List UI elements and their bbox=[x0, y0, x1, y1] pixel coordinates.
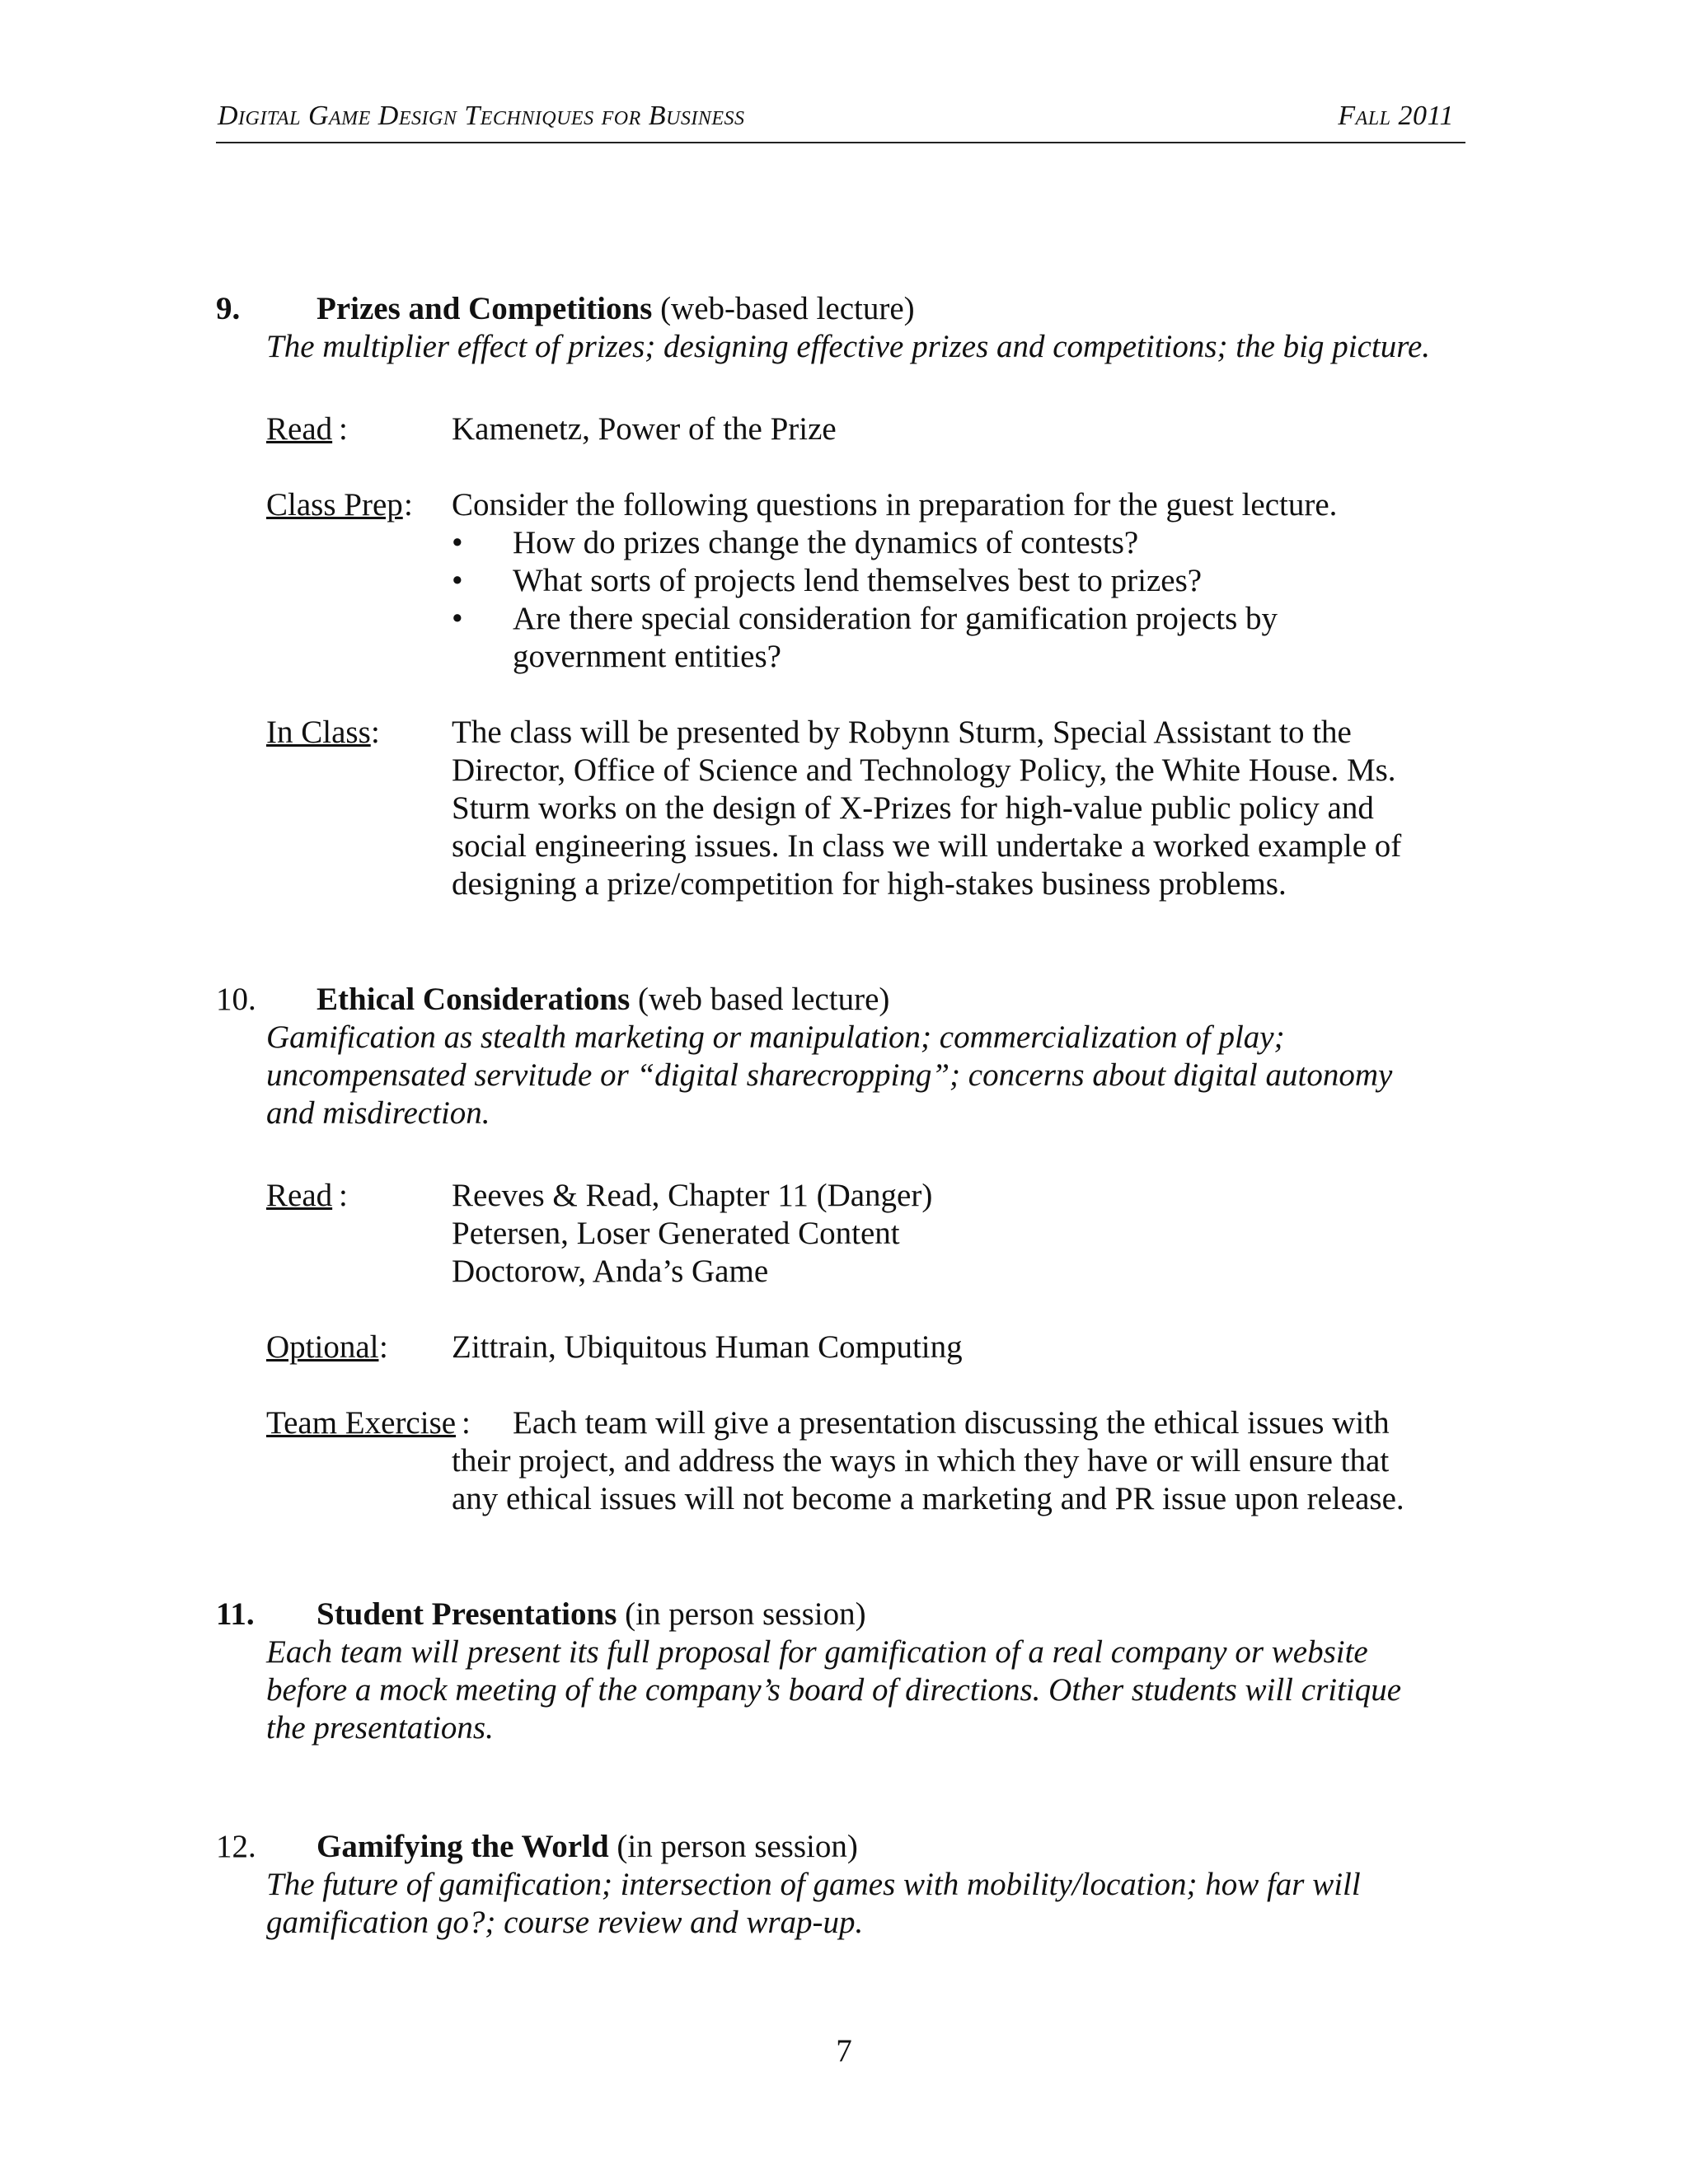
team-exercise-line: any ethical issues will not become a marketing and PR issue upon release. bbox=[452, 1481, 1404, 1516]
label-colon: : bbox=[339, 411, 348, 447]
section-title: Gamifying the World bbox=[316, 1829, 609, 1864]
read-label: Read bbox=[266, 1178, 333, 1213]
in-class-label: In Class bbox=[266, 715, 371, 750]
label-colon: : bbox=[339, 1178, 348, 1213]
team-exercise-line: their project, and address the ways in which they have or will ensure that bbox=[452, 1443, 1390, 1479]
reading-item: Doctorow, Anda’s Game bbox=[452, 1254, 769, 1289]
section-description-line: the presentations. bbox=[266, 1710, 494, 1746]
section-heading bbox=[316, 1596, 866, 1633]
section-format: (web based lecture) bbox=[638, 982, 890, 1017]
section-description: The multiplier effect of prizes; designing effective prizes and competitions; the big picture. bbox=[266, 329, 1431, 364]
section-description-line: and misdirection. bbox=[266, 1095, 490, 1131]
term: Fall 2011 bbox=[1338, 101, 1454, 131]
section-heading bbox=[316, 1828, 858, 1866]
optional-reading-item: Zittrain, Ubiquitous Human Computing bbox=[452, 1329, 963, 1365]
section-title: Prizes and Competitions bbox=[316, 291, 653, 326]
section-format: (web-based lecture) bbox=[660, 291, 915, 326]
label-colon: : bbox=[379, 1329, 388, 1365]
bullet: • bbox=[452, 525, 463, 560]
section-number: 11. bbox=[216, 1596, 255, 1632]
in-class-line: Sturm works on the design of X-Prizes for high-value public policy and bbox=[452, 790, 1374, 826]
section-format: (in person session) bbox=[625, 1596, 866, 1632]
in-class-line: Director, Office of Science and Technology Policy, the White House. Ms. bbox=[452, 752, 1396, 788]
section-description-line: Gamification as stealth marketing or manipulation; commercialization of play; bbox=[266, 1019, 1285, 1055]
in-class-line: The class will be presented by Robynn Sturm, Special Assistant to the bbox=[452, 715, 1352, 750]
section-heading bbox=[316, 981, 889, 1019]
team-exercise-line: Each team will give a presentation discussing the ethical issues with bbox=[513, 1405, 1390, 1441]
section-number: 9. bbox=[216, 291, 241, 326]
reading-item: Petersen, Loser Generated Content bbox=[452, 1216, 900, 1251]
section-description-line: before a mock meeting of the company’s board of directions. Other students will critique bbox=[266, 1672, 1402, 1708]
section-number: 10. bbox=[216, 982, 256, 1017]
section-title: Student Presentations bbox=[316, 1596, 617, 1632]
section-title: Ethical Considerations bbox=[316, 982, 631, 1017]
section-description-line: uncompensated servitude or “digital sharecropping”; concerns about digital autonomy bbox=[266, 1057, 1393, 1093]
running-header bbox=[216, 101, 1465, 143]
section-description-line: gamification go?; course review and wrap-up. bbox=[266, 1905, 864, 1940]
label-colon: : bbox=[404, 487, 413, 523]
read-label: Read bbox=[266, 411, 333, 447]
class-prep-intro: Consider the following questions in preparation for the guest lecture. bbox=[452, 487, 1338, 523]
bullet: • bbox=[452, 601, 463, 636]
section-heading bbox=[316, 290, 915, 328]
class-prep-question: Are there special consideration for gamification projects by bbox=[513, 601, 1278, 636]
section-description-line: The future of gamification; intersection of games with mobility/location; how far will bbox=[266, 1867, 1361, 1902]
label-colon: : bbox=[371, 715, 380, 750]
course-title: Digital Game Design Techniques for Business bbox=[218, 101, 745, 131]
class-prep-question: What sorts of projects lend themselves best to prizes? bbox=[513, 563, 1203, 598]
section-description-line: Each team will present its full proposal for gamification of a real company or website bbox=[266, 1634, 1368, 1670]
team-exercise-label: Team Exercise bbox=[266, 1405, 457, 1441]
in-class-line: designing a prize/competition for high-stakes business problems. bbox=[452, 866, 1287, 902]
in-class-line: social engineering issues. In class we will undertake a worked example of bbox=[452, 828, 1402, 864]
page-number: 7 bbox=[836, 2033, 852, 2069]
section-format: (in person session) bbox=[617, 1829, 858, 1864]
reading-item: Reeves & Read, Chapter 11 (Danger) bbox=[452, 1178, 933, 1213]
label-colon: : bbox=[462, 1405, 471, 1441]
class-prep-question-cont: government entities? bbox=[513, 639, 781, 674]
optional-label: Optional bbox=[266, 1329, 379, 1365]
bullet: • bbox=[452, 563, 463, 598]
class-prep-question: How do prizes change the dynamics of contests? bbox=[513, 525, 1139, 560]
section-number: 12. bbox=[216, 1829, 256, 1864]
reading-item: Kamenetz, Power of the Prize bbox=[452, 411, 837, 447]
class-prep-label: Class Prep bbox=[266, 487, 403, 523]
